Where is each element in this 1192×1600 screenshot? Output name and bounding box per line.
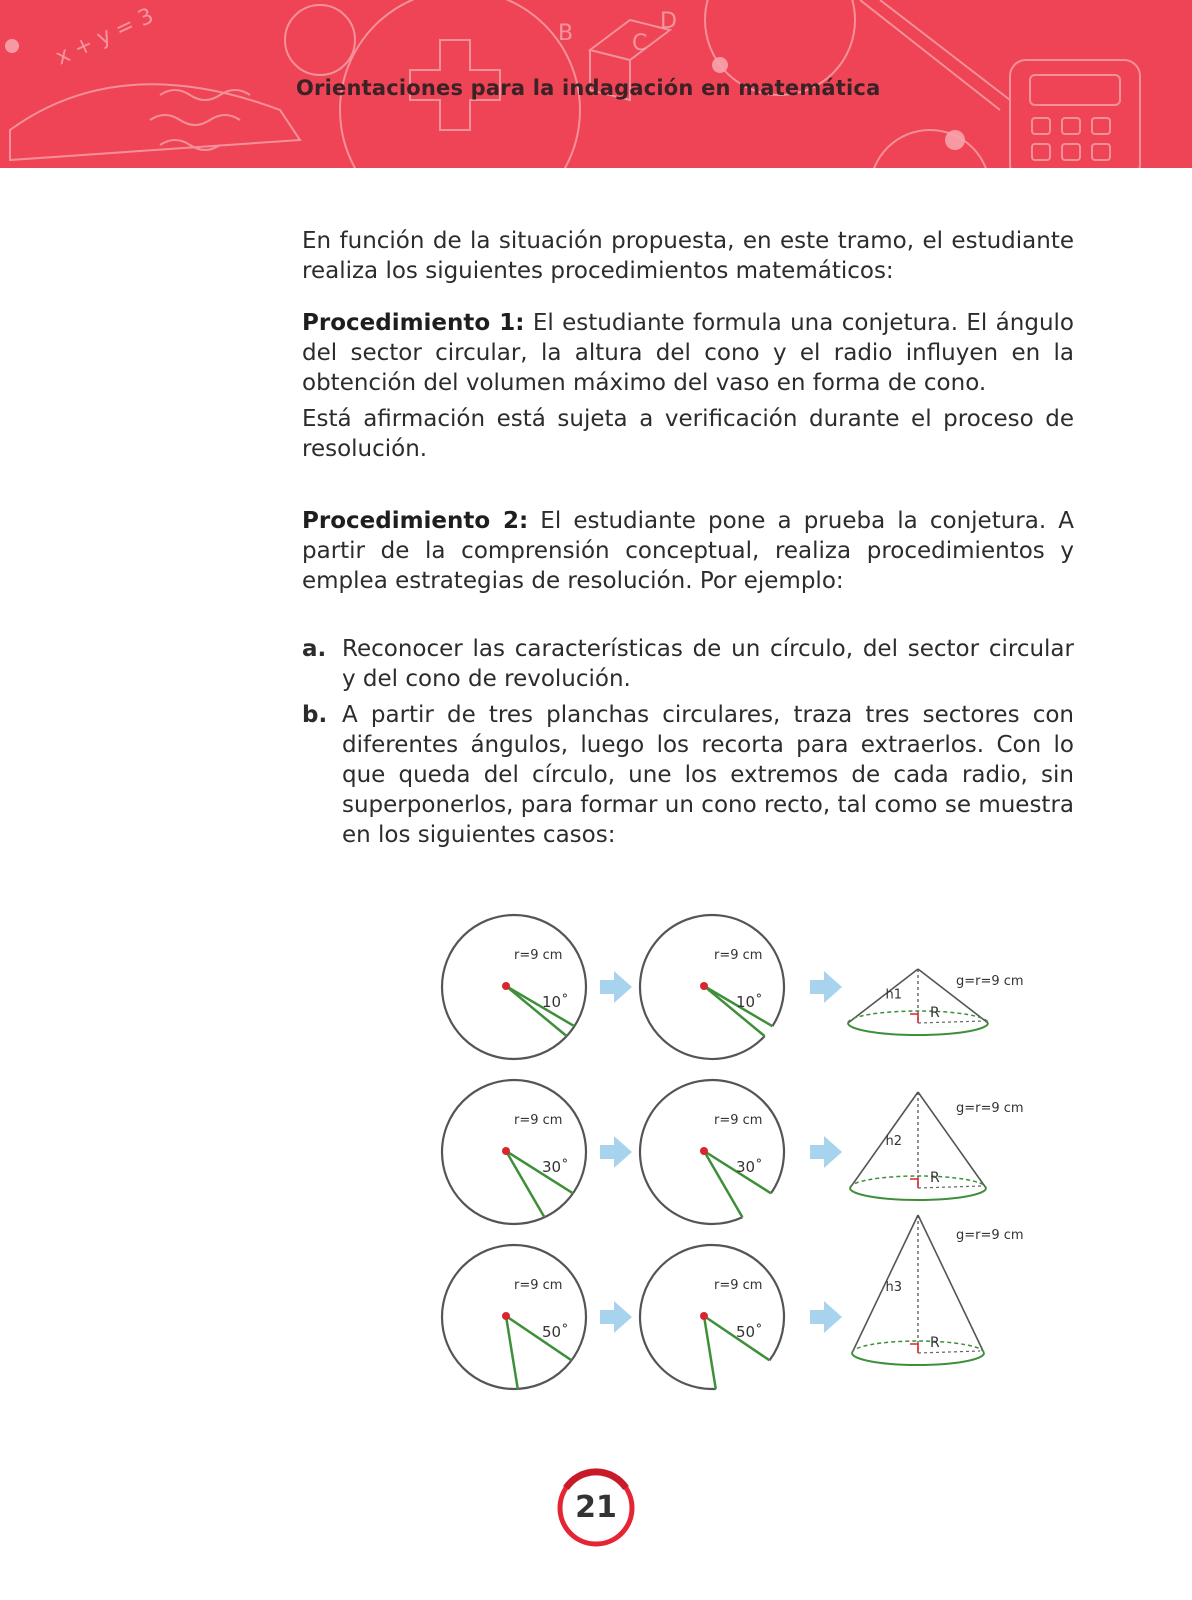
right-arrow — [600, 1136, 632, 1168]
decor-equation: x + y = 3 — [51, 3, 158, 71]
radius-label: r=9 cm — [514, 1113, 563, 1128]
sector-radius — [506, 1151, 544, 1217]
cone-base-front — [852, 1353, 984, 1365]
cone-base-front — [850, 1188, 986, 1200]
list-marker: a. — [302, 636, 327, 662]
slant-label: g=r=9 cm — [956, 974, 1024, 989]
radius-label: r=9 cm — [514, 1278, 563, 1293]
height-label: h3 — [885, 1279, 902, 1295]
header-title: Orientaciones para la indagación en matemática — [296, 76, 881, 100]
procedure-1-label: Procedimiento 1: — [302, 310, 525, 336]
sector-radius — [506, 1316, 518, 1389]
center-dot — [502, 1312, 510, 1320]
cone-radius — [918, 1186, 982, 1188]
radius-label: r=9 cm — [714, 1278, 763, 1293]
center-dot — [700, 1147, 708, 1155]
list-item-text: A partir de tres planchas circulares, traza tres sectores con diferentes ángulos, luego los recorta para extraerlos. Con lo que queda del círculo, une los extremos de cada radio, sin superponerlos, para formar un cono recto, tal como se muestra en los siguientes casos: — [342, 702, 1074, 848]
center-dot — [700, 1312, 708, 1320]
base-radius-label: R — [930, 1335, 940, 1351]
right-arrow — [810, 1136, 842, 1168]
decor-letter-d: D — [660, 9, 677, 34]
center-dot — [502, 982, 510, 990]
angle-label: 50˚ — [542, 1323, 569, 1341]
list-item-text: Reconocer las características de un círculo, del sector circular y del cono de revolución. — [342, 636, 1074, 692]
radius-label: r=9 cm — [514, 948, 563, 963]
center-dot — [502, 1147, 510, 1155]
cut-circle — [640, 915, 784, 1059]
decor-letter-c: C — [632, 31, 648, 56]
cone-side — [848, 969, 918, 1023]
right-angle-mark — [910, 1179, 918, 1188]
page-number: 21 — [575, 1490, 617, 1525]
right-arrow — [810, 1301, 842, 1333]
intro-paragraph: En función de la situación propuesta, en este tramo, el estudiante realiza los siguientes procedimientos matemáticos: — [302, 228, 1074, 284]
right-angle-mark — [910, 1014, 918, 1023]
height-label: h1 — [885, 987, 902, 1003]
procedure-2-label: Procedimiento 2: — [302, 508, 529, 534]
radius-label: r=9 cm — [714, 1113, 763, 1128]
base-radius-label: R — [930, 1005, 940, 1021]
procedure-1-text: El estudiante formula una conjetura. El ángulo del sector circular, la altura del cono y el radio influyen en la obtención del volumen máximo del vaso en forma de cono. — [302, 310, 1074, 396]
angle-label: 30˚ — [736, 1158, 763, 1176]
height-label: h2 — [885, 1133, 902, 1149]
decor-letter-b: B — [558, 21, 574, 46]
cone-radius — [918, 1351, 980, 1353]
base-radius-label: R — [930, 1170, 940, 1186]
slant-label: g=r=9 cm — [956, 1101, 1024, 1116]
center-dot — [700, 982, 708, 990]
angle-label: 30˚ — [542, 1158, 569, 1176]
cone-base-front — [848, 1023, 988, 1035]
right-angle-mark — [910, 1344, 918, 1353]
angle-label: 50˚ — [736, 1323, 763, 1341]
cone-side — [850, 1092, 918, 1188]
right-arrow — [600, 1301, 632, 1333]
angle-label: 10˚ — [736, 993, 763, 1011]
full-circle — [442, 1080, 586, 1224]
list-marker: b. — [302, 702, 328, 728]
procedure-1-note: Está afirmación está sujeta a verificación durante el proceso de resolución. — [302, 406, 1074, 462]
right-arrow — [600, 971, 632, 1003]
procedure-2-text: El estudiante pone a prueba la conjetura. A partir de la comprensión conceptual, realiza procedimientos y emplea estrategias de resolución. Por ejemplo: — [302, 508, 1074, 594]
page-number-badge — [556, 1468, 636, 1548]
slant-label: g=r=9 cm — [956, 1228, 1024, 1243]
cut-circle — [640, 1080, 784, 1224]
angle-label: 10˚ — [542, 993, 569, 1011]
sector-radius — [704, 1316, 716, 1389]
radius-label: r=9 cm — [714, 948, 763, 963]
right-arrow — [810, 971, 842, 1003]
full-circle — [442, 915, 586, 1059]
cone-radius — [918, 1021, 984, 1023]
